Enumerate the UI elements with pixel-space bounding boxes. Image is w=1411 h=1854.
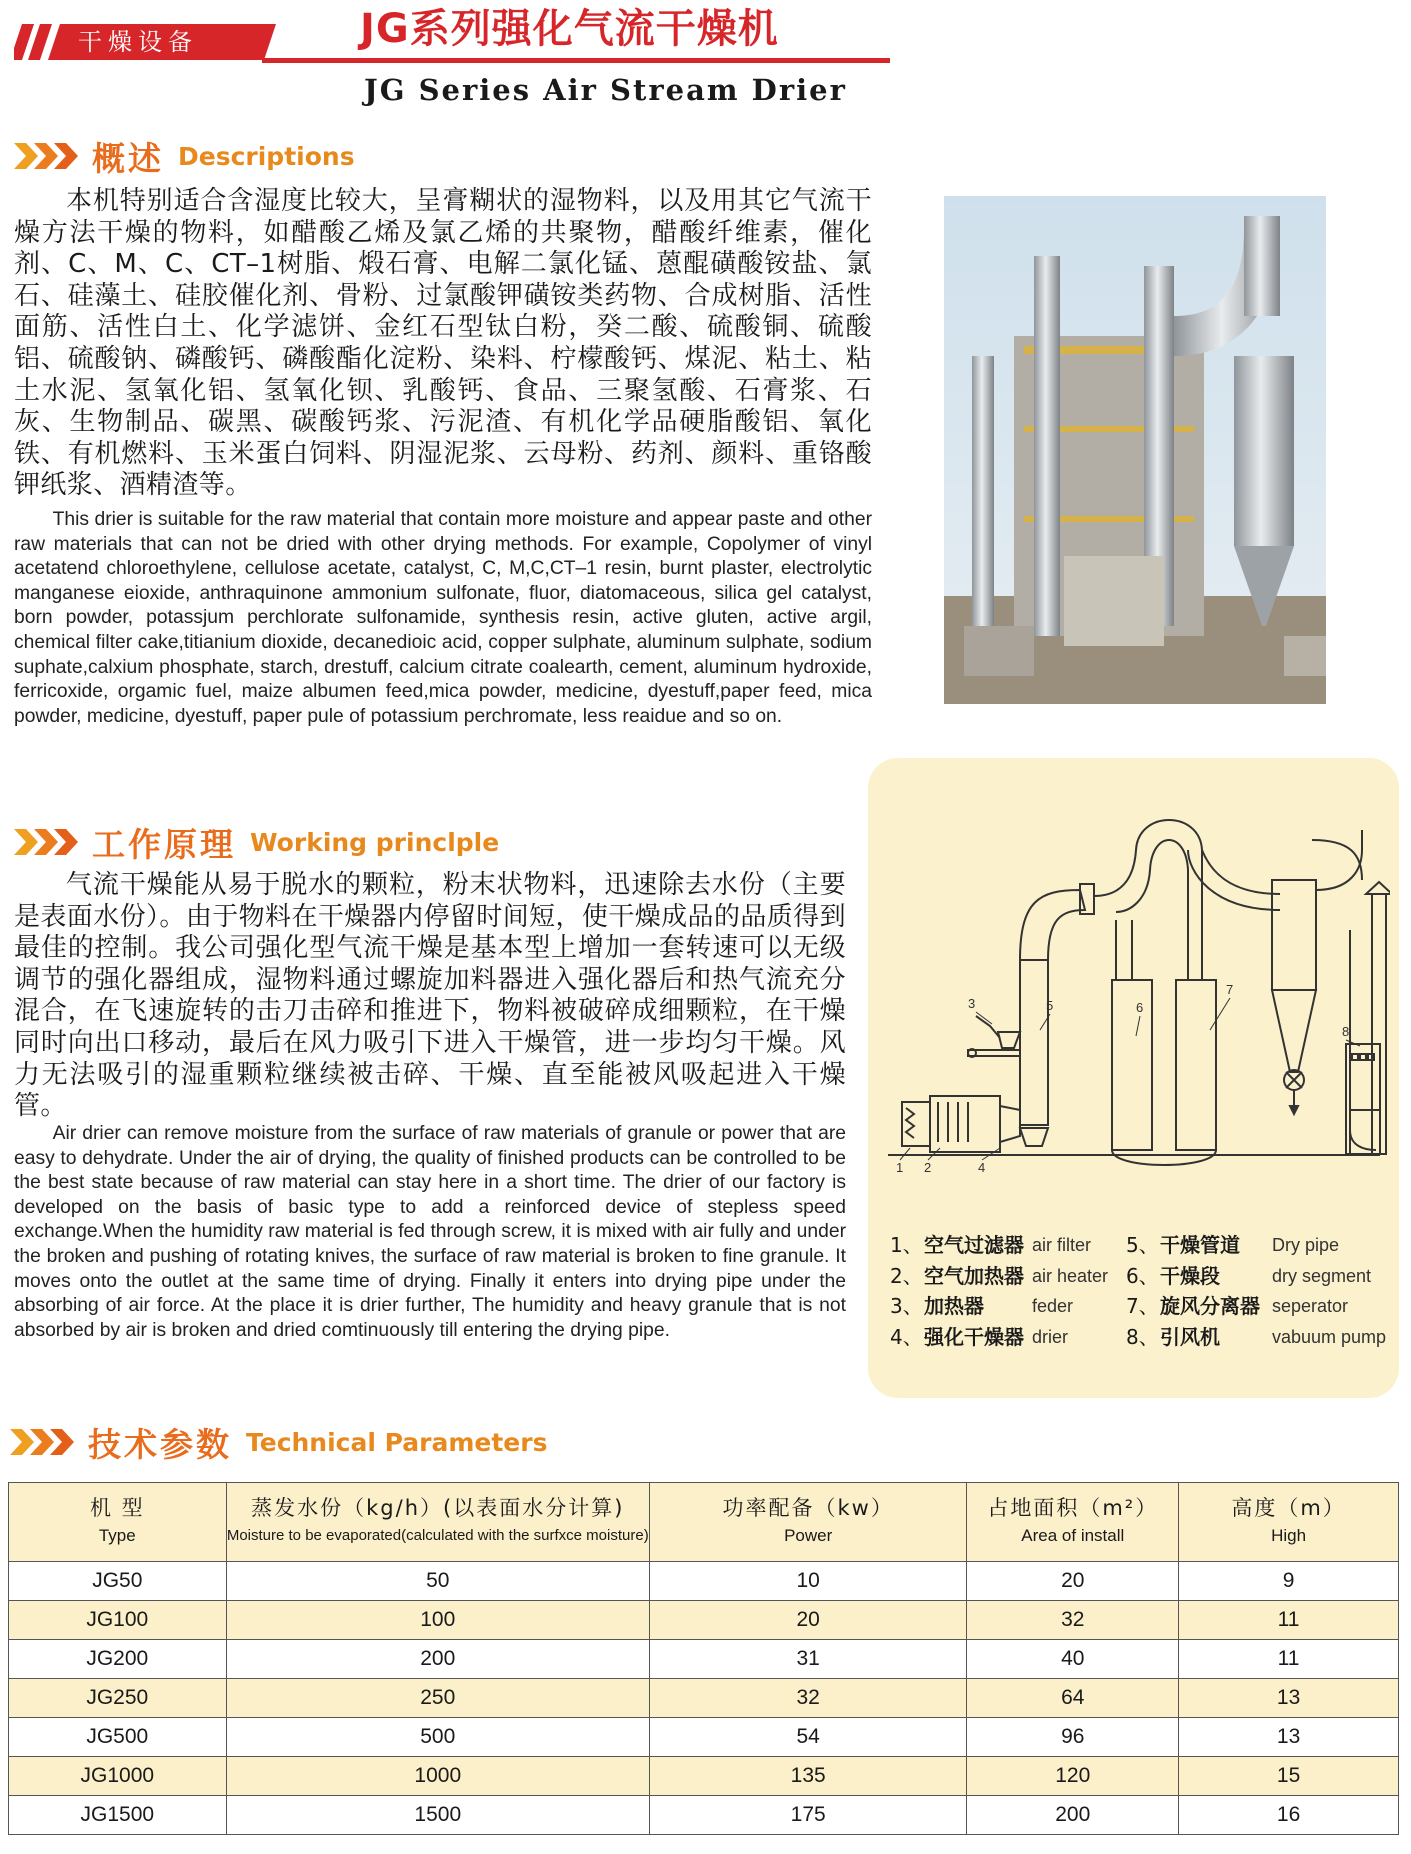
cell-high: 13 — [1179, 1718, 1399, 1757]
col-header-cn: 蒸发水份（kg/h）(以表面水分计算) — [251, 1496, 625, 1520]
diagram-label-3: 3 — [968, 996, 976, 1011]
cell-moisture: 50 — [226, 1562, 649, 1601]
legend-item — [1126, 1261, 1388, 1292]
category-tag: 干燥设备 — [78, 28, 198, 56]
diagram-label-6: 6 — [1136, 1000, 1144, 1015]
legend-en: seperator — [1272, 1296, 1349, 1316]
equipment-photo — [944, 196, 1326, 704]
cell-moisture: 200 — [226, 1640, 649, 1679]
legend-cn: 干燥段 — [1160, 1263, 1220, 1288]
cell-power: 32 — [649, 1679, 966, 1718]
technical-heading-en: Technical Parameters — [246, 1427, 548, 1457]
descriptions-text-en: This drier is suitable for the raw material that contain more moisture and appear paste and other raw materials that can not be dried with other drying methods. For example, Copolymer of vinyl acetatend chloroethylene, cellulose acetate, catalyst, C, M,C,CT–1 resin, burnt plaster, electrolytic manganese eioxide, anthraquinone ammonium sulfonate, fluor, diatomaceous, silica gel catalyst, born powder, potassjum perchlorate sulfonamide, synthesis resin, active gluten, active argil, chemical filter cake,titianium dioxide, decanedioic acid, copper sulphate, aluminum sulphate, sodium suphate,calxium phosphate, starch, drestuff, calcium citrate coalearth, cement, aluminum hydroxide, ferricoxide, orgamic fuel, maize albumen feed,mica powder, medicine, dyestuff,paper feed, mica powder, medicine, dyestuff, paper pule of potassium perchromate, less reaidue and so on. — [14, 509, 872, 727]
legend-item — [1126, 1291, 1388, 1322]
legend-en: feder — [1032, 1296, 1074, 1316]
working-heading-en: Working princlple — [250, 827, 500, 857]
table-row — [9, 1757, 1399, 1796]
legend-en: air filter — [1032, 1235, 1092, 1255]
page-title-cn: JG系列强化气流干燥机 — [360, 6, 779, 52]
col-moisture — [226, 1483, 649, 1562]
page-title-en: JG Series Air Stream Drier — [364, 73, 847, 107]
table-row — [9, 1718, 1399, 1757]
cell-type: JG100 — [9, 1601, 227, 1640]
cell-power: 54 — [649, 1718, 966, 1757]
legend-num: 2、 — [890, 1263, 923, 1288]
cell-moisture: 250 — [226, 1679, 649, 1718]
col-header-en: Type — [98, 1526, 136, 1545]
legend-left — [890, 1230, 1120, 1352]
cell-area: 96 — [967, 1718, 1179, 1757]
cell-type: JG500 — [9, 1718, 227, 1757]
chevron-arrows-icon — [14, 141, 84, 171]
working-heading-cn: 工作原理 — [92, 824, 236, 864]
cell-high: 13 — [1179, 1679, 1399, 1718]
diagram-label-8: 8 — [1342, 1024, 1350, 1039]
cell-moisture: 1500 — [226, 1796, 649, 1835]
cell-moisture: 500 — [226, 1718, 649, 1757]
cell-area: 64 — [967, 1679, 1179, 1718]
cell-moisture: 100 — [226, 1601, 649, 1640]
table-row — [9, 1796, 1399, 1835]
col-header-en: Moisture to be evaporated(calculated with the surfxce moisture) — [226, 1527, 649, 1544]
cell-type: JG1500 — [9, 1796, 227, 1835]
cell-area: 40 — [967, 1640, 1179, 1679]
cell-type: JG1000 — [9, 1757, 227, 1796]
col-header-en: High — [1271, 1526, 1307, 1545]
legend-item — [890, 1230, 1120, 1261]
chevron-arrows-icon — [14, 827, 84, 857]
col-header-cn: 机 型 — [89, 1496, 145, 1520]
legend-cn: 加热器 — [924, 1294, 984, 1318]
legend-num: 6、 — [1126, 1263, 1159, 1288]
legend-num: 5、 — [1126, 1233, 1159, 1257]
cell-high: 11 — [1179, 1640, 1399, 1679]
descriptions-heading — [14, 134, 355, 178]
table-header-row — [9, 1483, 1399, 1562]
col-header-cn: 高度（m） — [1231, 1496, 1346, 1520]
legend-num: 1、 — [890, 1233, 923, 1257]
legend-item — [1126, 1322, 1388, 1353]
legend-en: air heater — [1032, 1265, 1109, 1286]
cell-type: JG200 — [9, 1640, 227, 1679]
descriptions-heading-cn: 概述 — [92, 138, 164, 178]
legend-cn: 干燥管道 — [1160, 1233, 1240, 1257]
col-area — [967, 1483, 1179, 1562]
legend-item — [1126, 1230, 1388, 1261]
col-header-en: Power — [784, 1526, 833, 1545]
cell-power: 20 — [649, 1601, 966, 1640]
legend-en: Dry pipe — [1272, 1235, 1340, 1255]
working-heading — [14, 820, 499, 864]
col-header-en: Area of install — [1021, 1526, 1125, 1545]
cell-power: 175 — [649, 1796, 966, 1835]
legend-right — [1126, 1230, 1388, 1352]
table-row — [9, 1562, 1399, 1601]
legend-num: 7、 — [1126, 1294, 1159, 1318]
parameters-table — [8, 1482, 1399, 1835]
cell-high: 16 — [1179, 1796, 1399, 1835]
col-power — [649, 1483, 966, 1562]
descriptions-text-cn: 本机特别适合含湿度比较大，呈膏糊状的湿物料，以及用其它气流干燥方法干燥的物料，如醋酸乙烯及氯乙烯的共聚物，醋酸纤维素，催化剂、C、M、C、CT–1树脂、煅石膏、电解二氯化锰、蒽醌磺酸铵盐、氯石、硅藻土、硅胶催化剂、骨粉、过氯酸钾磺铵类药物、合成树脂、活性面筋、活性白土、化学滤饼、金红石型钛白粉，癸二酸、硫酸铜、硫酸铝、硫酸钠、磷酸钙、磷酸酯化淀粉、染料、柠檬酸钙、煤泥、粘土、粘土水泥、氢氧化铝、氢氧化钡、乳酸钙、食品、三聚氢酸、石膏浆、石灰、生物制品、碳黑、碳酸钙浆、污泥渣、有机化学品硬脂酸铝、氧化铁、有机燃料、玉米蛋白饲料、阴湿泥浆、云母粉、药剂、颜料、重铬酸钾纸浆、酒精渣等。 — [14, 186, 872, 501]
descriptions-heading-en: Descriptions — [178, 141, 355, 171]
cell-moisture: 1000 — [226, 1757, 649, 1796]
table-row — [9, 1640, 1399, 1679]
diagram-label-1: 1 — [896, 1160, 904, 1175]
cell-high: 15 — [1179, 1757, 1399, 1796]
diagram-label-2: 2 — [924, 1160, 932, 1175]
legend-item — [890, 1322, 1120, 1353]
cell-high: 11 — [1179, 1601, 1399, 1640]
legend-num: 3、 — [890, 1294, 923, 1318]
cell-area: 20 — [967, 1562, 1179, 1601]
diagram-label-5: 5 — [1046, 998, 1054, 1013]
col-type — [9, 1483, 227, 1562]
cell-power: 10 — [649, 1562, 966, 1601]
cell-type: JG50 — [9, 1562, 227, 1601]
diagram-label-4: 4 — [978, 1160, 986, 1175]
col-header-cn: 功率配备（kw） — [722, 1496, 894, 1520]
cell-area: 200 — [967, 1796, 1179, 1835]
technical-heading — [10, 1420, 547, 1464]
legend-cn: 强化干燥器 — [924, 1324, 1024, 1349]
legend-en: dry segment — [1272, 1265, 1372, 1286]
cell-area: 32 — [967, 1601, 1179, 1640]
legend-num: 8、 — [1126, 1324, 1159, 1349]
header-rule — [262, 58, 890, 63]
legend-item — [890, 1261, 1120, 1292]
col-high — [1179, 1483, 1399, 1562]
legend-num: 4、 — [890, 1324, 923, 1349]
working-text-en: Air drier can remove moisture from the surface of raw materials of granule or power that are easy to dehydrate. Under the air of drying, the quality of finished products can be controlled to be the best state because of raw material can stay here in a short time. The drier of our factory is developed on the basis of basic type to add a reinforced device of stepless speed exchange.When the humidity raw material is fed through screw, it is mixed with air fully and under the broken and pushing of rotating knives, the surface of raw material is broken to fine granule. It moves onto the outlet at the same time of drying. Finally it enters into drying pipe under the absorbing of air force. At the place it is drier further, The humidity and heavy granule that is not absorbed by air is broken and dried comtinuously till entering the drying pipe. — [14, 1123, 846, 1341]
legend-en: vabuum pump — [1272, 1326, 1387, 1347]
legend-cn: 空气过滤器 — [924, 1233, 1024, 1257]
col-header-cn: 占地面积（m²） — [987, 1496, 1159, 1520]
technical-heading-cn: 技术参数 — [88, 1424, 232, 1464]
legend-cn: 引风机 — [1160, 1324, 1220, 1349]
cell-type: JG250 — [9, 1679, 227, 1718]
chevron-arrows-icon — [10, 1427, 80, 1457]
process-schematic — [880, 810, 1390, 1180]
working-text-cn: 气流干燥能从易于脱水的颗粒，粉末状物料，迅速除去水份（主要是表面水份）。由于物料在干燥器内停留时间短，使干燥成品的品质得到最佳的控制。我公司强化型气流干燥是基本型上增加一套转速可以无级调节的强化器组成，湿物料通过螺旋加料器进入强化器后和热气流充分混合，在飞速旋转的击刀击碎和推进下，物料被破碎成细颗粒，在干燥同时向出口移动，最后在风力吸引下进入干燥管，进一步均匀干燥。风力无法吸引的湿重颗粒继续被击碎、干燥、直至能被风吸起进入干燥管。 — [14, 870, 846, 1122]
legend-cn: 空气加热器 — [924, 1263, 1024, 1288]
cell-power: 135 — [649, 1757, 966, 1796]
legend-cn: 旋风分离器 — [1160, 1294, 1260, 1318]
cell-high: 9 — [1179, 1562, 1399, 1601]
legend-en: drier — [1032, 1326, 1069, 1347]
table-row — [9, 1601, 1399, 1640]
legend-item — [890, 1291, 1120, 1322]
table-row — [9, 1679, 1399, 1718]
cell-area: 120 — [967, 1757, 1179, 1796]
cell-power: 31 — [649, 1640, 966, 1679]
diagram-label-7: 7 — [1226, 982, 1234, 997]
